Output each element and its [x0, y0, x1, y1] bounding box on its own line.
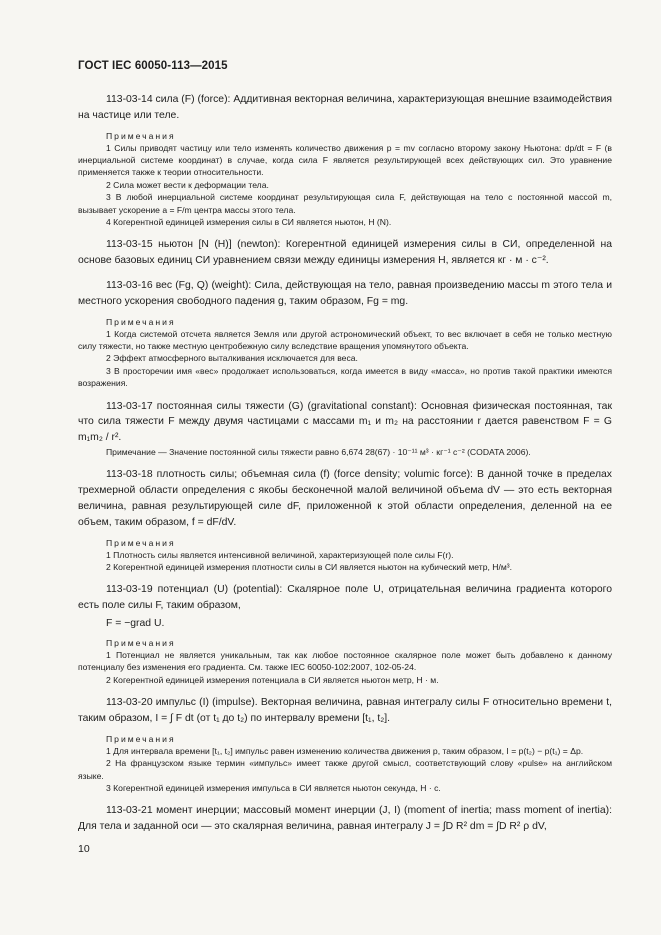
page-number: 10	[78, 843, 90, 855]
page-header-title: ГОСТ IEC 60050-113—2015	[78, 60, 228, 72]
note-item: 1 Для интервала времени [t₁, t₂] импульс равен изменению количества движения p, таким образом, I = p(t₂) − p(t₁) = Δp.	[106, 745, 584, 756]
document-body	[78, 92, 612, 835]
note-item: 3 В просторечии имя «вес» продолжает использоваться, когда имеется в виду «масса», но против такой практики имеются возражения.	[78, 365, 612, 389]
term-entry: 113-03-16 вес (Fg, Q) (weight): Сила, действующая на тело, равная произведению массы m этого тела и местного ускорения свободного падения g, таким образом, Fg = mg.	[78, 280, 612, 307]
term-entry: 113-03-20 импульс (I) (impulse). Векторная величина, равная интегралу силы F относительно времени t, таким образом, I = ∫ F dt (от t₁ до t₂) по интервалу времени [t₁, t₂].	[78, 697, 612, 725]
note-item: 4 Когерентной единицей измерения силы в СИ является ньютон, Н (N).	[106, 217, 392, 228]
notes-heading: Примечания	[106, 733, 176, 744]
note-item: 1 Потенциал не является уникальным, так как любое постоянное скалярное поле может быть добавлено к данному потенциалу без изменения его градиента. См. также IEC 60050-102:2007, 102-05-24.	[78, 650, 612, 673]
term-entry: 113-03-15 ньютон [N (H)] (newton): Когерентной единицей измерения силы в СИ, определенной на основе базовых единиц СИ уравнением связи между единицы измерения Н, является кг · м · с⁻².	[78, 239, 612, 267]
notes-heading: Примечания	[106, 537, 176, 548]
note-item: 2 На французском языке термин «импульс» имеет также другой смысл, соответствующий слову «pulse» на английском языке.	[78, 758, 612, 781]
note-item: 1 Силы приводят частицу или тело изменять количество движения p = mv согласно второму закону Ньютона: dp/dt = F (в инерциальной системе координат) в случае, когда сила F является результирующей всех действующих сил. Это уравнение применяется также к теории относительности.	[78, 142, 612, 178]
formula: F = −grad U.	[106, 618, 165, 630]
note-item: 2 Сила может вести к деформации тела.	[106, 179, 269, 190]
note-item: 1 Когда системой отсчета является Земля или другой астрономический объект, то вес включает в себя не только местную силу тяжести, но также местную центробежную силу вследствие вращения упомянутого объекта.	[78, 328, 612, 352]
note-item: 1 Плотность силы является интенсивной величиной, характеризующей поле силы F(r).	[106, 549, 454, 560]
term-entry: 113-03-21 момент инерции; массовый момент инерции (J, I) (moment of inertia; mass moment of inertia): Для тела и заданной оси — это скалярная величина, равная интегралу J = ∫D R² dm = ∫D R² ρ dV,	[78, 805, 612, 833]
term-entry: 113-03-18 плотность силы; объемная сила (f) (force density; volumic force): В данной точке в пределах трехмерной области определения с якобы бесконечной малой величиной объема dV — это есть векторная величина, равная результирующей силе dF, приложенной к этой области определения, деленной на ее объем, таким образом, f = dF/dV.	[78, 469, 612, 528]
notes-heading: Примечания	[106, 316, 176, 327]
notes-heading: Примечания	[106, 130, 176, 141]
notes-heading: Примечания	[106, 638, 176, 649]
note-item: Примечание — Значение постоянной силы тяжести равно 6,674 28(67) · 10⁻¹¹ м³ · кг⁻¹ с⁻² (CODATA 2006).	[106, 447, 531, 458]
note-item: 3 Когерентной единицей измерения импульса в СИ является ньютон секунда, Н · с.	[106, 783, 441, 794]
term-entry: 113-03-17 постоянная силы тяжести (G) (gravitational constant): Основная физическая постоянная, так что сила тяжести F между двумя частицами с массами m₁ и m₂ на расстоянии r дается равенством F = G m₁m₂ / r².	[78, 400, 612, 444]
term-entry: 113-03-19 потенциал (U) (potential): Скалярное поле U, отрицательная величина градиента которого есть поле силы F, таким образом,	[78, 584, 612, 612]
note-item: 2 Когерентной единицей измерения потенциала в СИ является ньютон метр, Н · м.	[106, 674, 439, 685]
note-item: 2 Когерентной единицей измерения плотности силы в СИ является ньютон на кубический метр, Н/м³.	[106, 562, 513, 573]
term-entry: 113-03-14 сила (F) (force): Аддитивная векторная величина, характеризующая внешние взаимодействия на частице или теле.	[78, 94, 612, 121]
note-item: 3 В любой инерциальной системе координат результирующая сила F, действующая на тело с постоянной массой m, вызывает ускорение a = F/m центра массы этого тела.	[78, 192, 612, 215]
note-item: 2 Эффект атмосферного выталкивания исключается для веса.	[106, 353, 358, 364]
